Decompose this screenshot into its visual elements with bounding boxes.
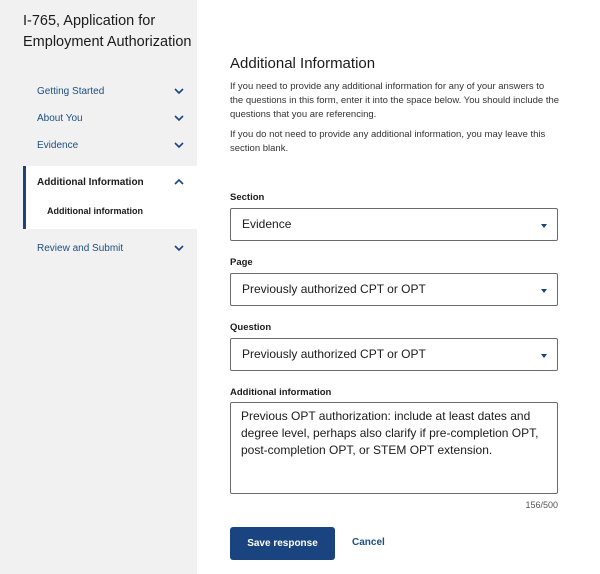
nav-item-additional-information[interactable] bbox=[23, 166, 197, 198]
section-select-value: Evidence bbox=[242, 217, 292, 231]
nav-item-label: Additional Information bbox=[37, 176, 144, 188]
save-response-button[interactable]: Save response bbox=[230, 527, 335, 560]
question-label: Question bbox=[230, 322, 272, 333]
question-select-value: Previously authorized CPT or OPT bbox=[242, 347, 426, 361]
chevron-up-icon bbox=[173, 176, 185, 188]
chevron-down-icon bbox=[173, 139, 185, 151]
character-counter: 156/500 bbox=[525, 500, 558, 510]
caret-down-icon bbox=[541, 354, 547, 358]
chevron-down-icon bbox=[173, 112, 185, 124]
caret-down-icon bbox=[541, 224, 547, 228]
caret-down-icon bbox=[541, 289, 547, 293]
question-select[interactable] bbox=[230, 338, 558, 371]
nav-item-evidence[interactable] bbox=[23, 132, 197, 159]
page-select-value: Previously authorized CPT or OPT bbox=[242, 282, 426, 296]
nav-subitem-additional-information[interactable] bbox=[23, 198, 197, 229]
nav-item-label: About You bbox=[37, 113, 83, 124]
section-select[interactable] bbox=[230, 208, 558, 241]
nav-item-label: Evidence bbox=[37, 140, 79, 151]
cancel-button[interactable]: Cancel bbox=[352, 537, 385, 548]
sidebar bbox=[0, 0, 197, 574]
additional-information-label: Additional information bbox=[230, 387, 332, 398]
nav-item-label: Review and Submit bbox=[37, 243, 124, 254]
nav-item-about-you[interactable] bbox=[23, 105, 197, 132]
chevron-down-icon bbox=[173, 85, 185, 97]
description-text-blank: If you do not need to provide any additional information, you may leave this section blank. bbox=[230, 129, 546, 154]
page-title: Additional Information bbox=[230, 55, 376, 72]
nav-item-label: Getting Started bbox=[37, 86, 105, 97]
nav-item-review-and-submit[interactable] bbox=[23, 235, 197, 262]
page-label: Page bbox=[230, 257, 253, 268]
chevron-down-icon bbox=[173, 242, 185, 254]
nav-subitem-label: Additional information bbox=[47, 206, 143, 216]
nav-item-getting-started[interactable] bbox=[23, 78, 197, 105]
additional-information-textarea[interactable]: Previous OPT authorization: include at least dates and degree level, perhaps also clarify if pre-completion OPT, post-completion OPT, or STEM OPT extension. bbox=[230, 402, 558, 494]
description-text: If you need to provide any additional information for any of your answers to the questions in this form, enter it into the space below. You should include the questions that you are referencing. bbox=[230, 81, 560, 120]
page-select[interactable] bbox=[230, 273, 558, 306]
form-title: I-765, Application for Employment Authorization bbox=[23, 13, 192, 50]
section-label: Section bbox=[230, 192, 265, 203]
